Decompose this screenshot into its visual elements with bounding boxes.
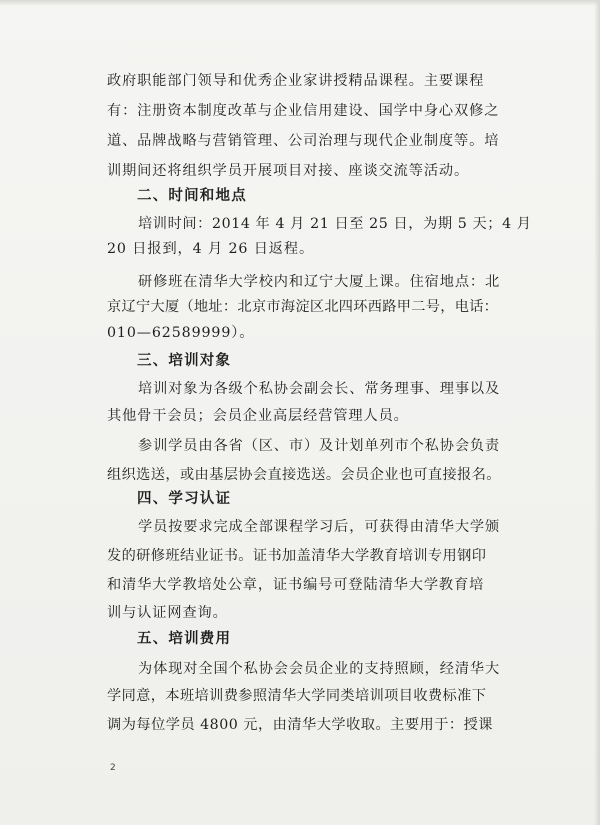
paragraph-line: 京辽宁大厦（地址：北京市海淀区北四环西路甲二号，电话： [107, 299, 499, 315]
paragraph-line: 为体现对全国个私协会会员企业的支持照顾，经清华大 [138, 661, 501, 677]
paragraph-line: 研修班在清华大学校内和辽宁大厦上课。住宿地点：北 [138, 274, 501, 290]
paragraph-line: 学员按要求完成全部课程学习后，可获得由清华大学颁 [138, 519, 501, 535]
paragraph-line: 组织选送，或由基层协会直接选送。会员企业也可直接报名。 [107, 467, 501, 483]
section-heading-fees: 五、培训费用 [137, 631, 232, 647]
section-heading-certification: 四、学习认证 [137, 491, 232, 507]
paragraph-line: 有：注册资本制度改革与企业信用建设、国学中身心双修之 [107, 103, 500, 119]
paragraph-line: 参训学员由各省（区、市）及计划单列市个私协会负责 [138, 438, 501, 454]
section-heading-trainees: 三、培训对象 [137, 353, 232, 369]
paragraph-line: 政府职能部门领导和优秀企业家讲授精品课程。主要课程 [107, 73, 485, 89]
paragraph-line: 培训时间：2014 年 4 月 21 日至 25 日，为期 5 天；4 月 [138, 216, 532, 232]
paragraph-line: 和清华大学教培处公章，证书编号可登陆清华大学教育培 [107, 577, 485, 593]
paragraph-line: 道、品牌战略与营销管理、公司治理与现代企业制度等。培 [107, 133, 500, 149]
section-heading-time-place: 二、时间和地点 [137, 188, 247, 204]
paragraph-line: 20 日报到，4 月 26 日返程。 [107, 241, 315, 257]
paragraph-line: 010—62589999）。 [107, 325, 255, 341]
scan-edge-top [0, 0, 600, 6]
paragraph-line: 调为每位学员 4800 元，由清华大学收取。主要用于：授课 [107, 717, 493, 733]
paragraph-line: 培训对象为各级个私协会副会长、常务理事、理事以及 [138, 381, 501, 397]
paragraph-line: 学同意，本班培训费参照清华大学同类培训项目收费标准下 [107, 688, 487, 704]
paragraph-line: 发的研修班结业证书。证书加盖清华大学教育培训专用钢印 [107, 548, 487, 564]
scan-edge-right [594, 0, 600, 825]
paragraph-line: 训与认证网查询。 [107, 605, 228, 621]
page-number: 2 [110, 763, 116, 773]
paragraph-line: 训期间还将组织学员开展项目对接、座谈交流等活动。 [107, 163, 470, 179]
paragraph-line: 其他骨干会员；会员企业高层经营管理人员。 [107, 408, 409, 424]
